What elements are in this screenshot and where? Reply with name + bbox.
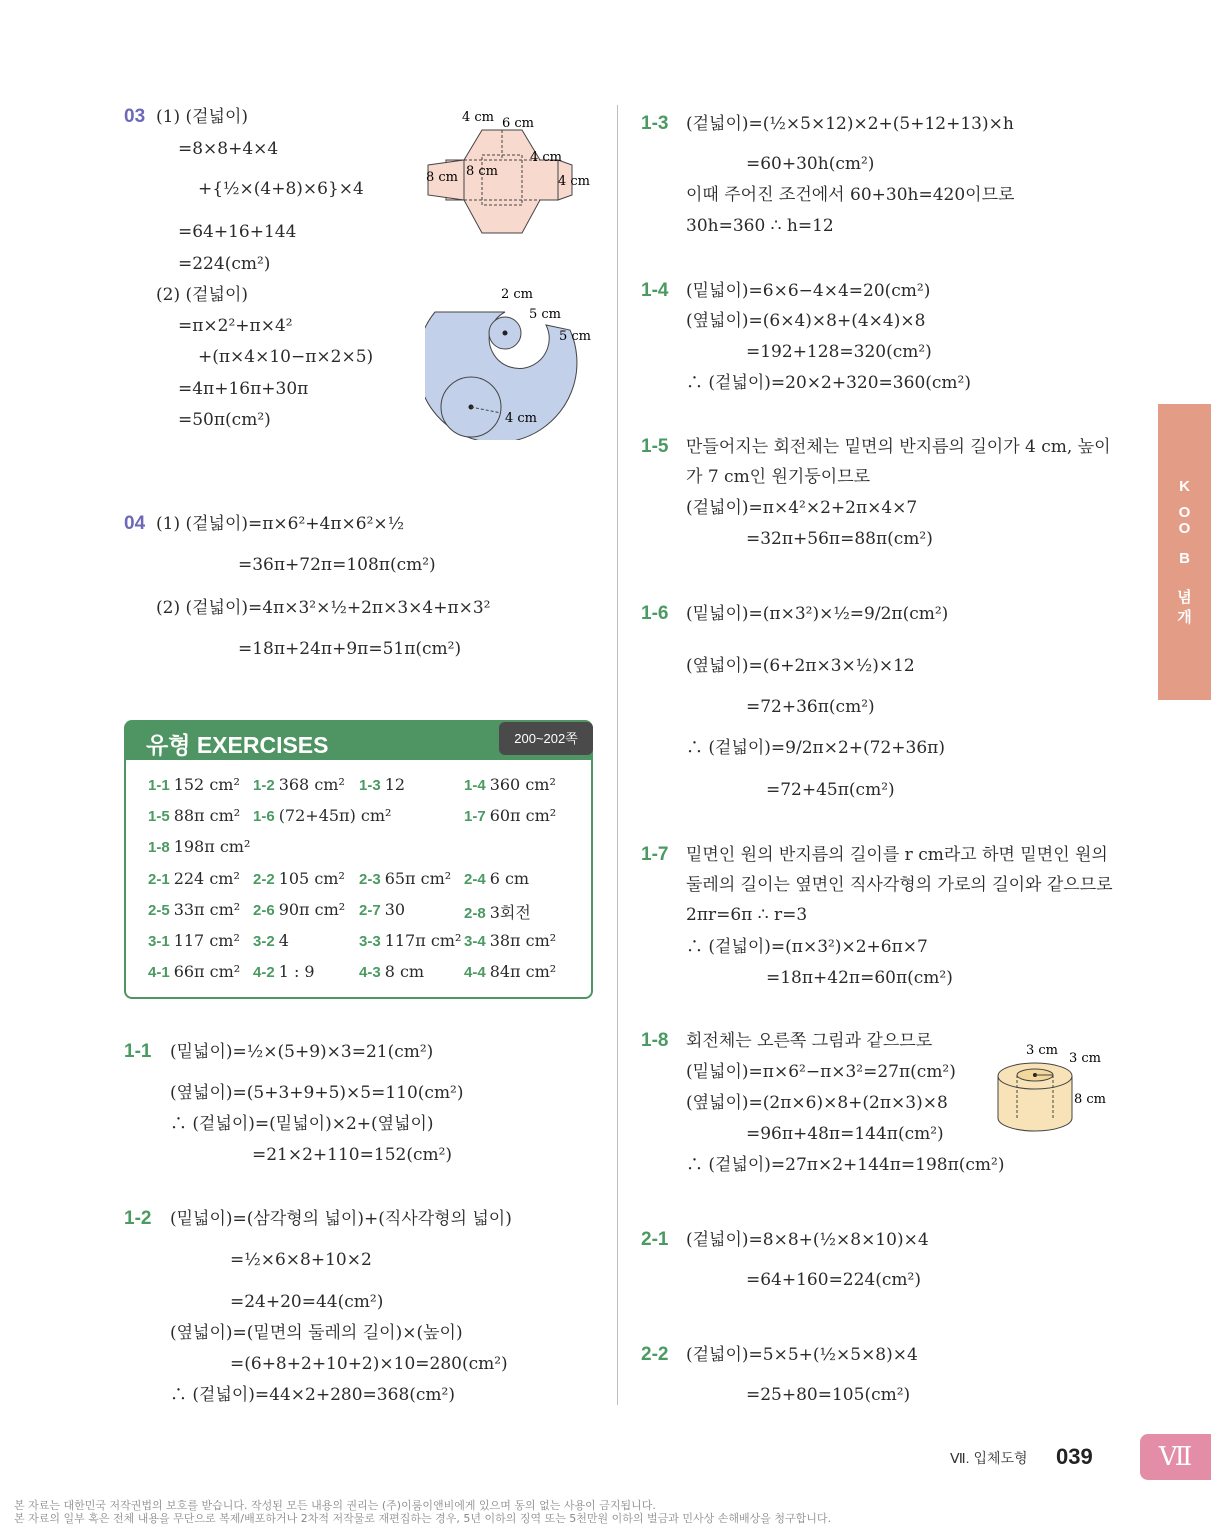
- line: =8×8+4×4: [178, 139, 279, 159]
- label: 8 cm: [1074, 1092, 1107, 1107]
- line: (옆넓이)=(6+2π×3×½)×12: [686, 656, 915, 676]
- line: ∴ (겉넓이)=27π×2+144π=198π(cm²): [686, 1155, 1005, 1175]
- line: =36π+72π=108π(cm²): [238, 555, 436, 575]
- line: (겉넓이)=π×4²×2+2π×4×7: [686, 498, 918, 518]
- copyright-line-2: 본 자료의 일부 혹은 전체 내용을 무단으로 복제/배포하거나 2차적 저작물로 재편집하는 경우, 5년 이하의 징역 또는 5천만원 이하의 벌금과 민사상 손해배상을 청구합니다.: [14, 1512, 832, 1525]
- label: 3 cm: [1069, 1051, 1102, 1066]
- cone-net-figure: [425, 280, 605, 440]
- answer: 2-5 33π cm²: [148, 900, 241, 919]
- label: 4 cm: [530, 150, 563, 165]
- answer: 2-6 90π cm²: [253, 900, 346, 919]
- line: =4π+16π+30π: [178, 379, 309, 399]
- problem-number: 2-2: [641, 1344, 669, 1365]
- label: 3 cm: [1026, 1043, 1059, 1058]
- answer: 2-1 224 cm²: [148, 869, 240, 888]
- problem-number: 1-2: [124, 1208, 152, 1229]
- line: 2πr=6π ∴ r=3: [686, 905, 808, 925]
- answer: 2-7 30: [359, 900, 406, 919]
- tab-char: 념: [1177, 589, 1192, 606]
- line: =½×6×8+10×2: [230, 1250, 372, 1270]
- line: +{½×(4+8)×6}×4: [198, 179, 364, 199]
- line: (1) (겉넓이)=π×6²+4π×6²×½: [156, 514, 405, 534]
- line: =18π+24π+9π=51π(cm²): [238, 639, 462, 659]
- answer: 4-2 1 : 9: [253, 962, 315, 981]
- line: (겉넓이)=(½×5×12)×2+(5+12+13)×h: [686, 114, 1014, 134]
- problem-number: 04: [124, 513, 146, 534]
- tab-char: 개: [1177, 609, 1192, 626]
- line: =96π+48π=144π(cm²): [746, 1124, 944, 1144]
- answer: 1-6 (72+45π) cm²: [253, 806, 392, 825]
- line: 이때 주어진 조건에서 60+30h=420이므로: [686, 185, 1015, 205]
- line: (밑넓이)=(삼각형의 넓이)+(직사각형의 넓이): [170, 1209, 512, 1229]
- problem-number: 1-4: [641, 280, 669, 301]
- line: =18π+42π=60π(cm²): [766, 968, 953, 988]
- line: (밑넓이)=π×6²−π×3²=27π(cm²): [686, 1062, 956, 1082]
- label: 8 cm: [466, 164, 499, 179]
- chapter-tab: Ⅶ: [1140, 1434, 1211, 1480]
- label: 8 cm: [426, 170, 459, 185]
- answer: 4-4 84π cm²: [464, 962, 557, 981]
- line: +(π×4×10−π×2×5): [198, 347, 374, 367]
- answer: 4-3 8 cm: [359, 962, 425, 981]
- line: 30h=360 ∴ h=12: [686, 216, 834, 236]
- line: ∴ (겉넓이)=20×2+320=360(cm²): [686, 373, 971, 393]
- page-number: 039: [1056, 1444, 1093, 1469]
- label: 4 cm: [505, 411, 538, 426]
- line: =21×2+110=152(cm²): [252, 1145, 453, 1165]
- answer: 2-4 6 cm: [464, 869, 530, 888]
- line: =64+16+144: [178, 222, 297, 242]
- line: =24+20=44(cm²): [230, 1292, 384, 1312]
- copyright-line-1: 본 자료는 대한민국 저작권법의 보호를 받습니다. 작성된 모든 내용의 권리는 (주)이룸이앤비에게 있으며 동의 없는 사용이 금지됩니다.: [14, 1499, 656, 1512]
- answer: 2-3 65π cm²: [359, 869, 452, 888]
- answer: 2-2 105 cm²: [253, 869, 345, 888]
- problem-number: 1-6: [641, 603, 669, 624]
- concept-book-tab: [1158, 404, 1211, 700]
- tab-char: B: [1179, 550, 1190, 567]
- answer: 1-3 12: [359, 775, 406, 794]
- label: 5 cm: [559, 329, 592, 344]
- line: ∴ (겉넓이)=44×2+280=368(cm²): [170, 1385, 455, 1405]
- line: (옆넓이)=(2π×6)×8+(2π×3)×8: [686, 1093, 948, 1113]
- line: =72+45π(cm²): [766, 780, 895, 800]
- line: =π×2²+π×4²: [178, 316, 293, 336]
- line: (2) (겉넓이): [156, 285, 249, 305]
- answer: 1-5 88π cm²: [148, 806, 241, 825]
- answer: 1-7 60π cm²: [464, 806, 557, 825]
- exercises-title: 유형 EXERCISES: [146, 732, 329, 758]
- line: (1) (겉넓이): [156, 107, 249, 127]
- answer: 1-8 198π cm²: [148, 837, 251, 856]
- line: ∴ (겉넓이)=9/2π×2+(72+36π): [686, 738, 945, 758]
- line: (2) (겉넓이)=4π×3²×½+2π×3×4+π×3²: [156, 598, 491, 618]
- answer: 3-4 38π cm²: [464, 931, 557, 950]
- line: =72+36π(cm²): [746, 697, 875, 717]
- answer: 1-1 152 cm²: [148, 775, 240, 794]
- label: 4 cm: [462, 110, 495, 125]
- line: 회전체는 오른쪽 그림과 같으므로: [686, 1031, 933, 1051]
- problem-number: 2-1: [641, 1229, 669, 1250]
- tab-char: O: [1178, 504, 1191, 521]
- label: 4 cm: [558, 174, 591, 189]
- line: (밑넓이)=½×(5+9)×3=21(cm²): [170, 1042, 434, 1062]
- line: =192+128=320(cm²): [746, 342, 932, 362]
- line: (옆넓이)=(밑면의 둘레의 길이)×(높이): [170, 1323, 463, 1343]
- problem-number: 1-8: [641, 1030, 669, 1051]
- line: =224(cm²): [178, 254, 271, 274]
- problem-number: 1-3: [641, 113, 669, 134]
- line: 밑면인 원의 반지름의 길이를 r cm라고 하면 밑면인 원의: [686, 845, 1108, 865]
- label: 6 cm: [502, 116, 535, 131]
- line: =64+160=224(cm²): [746, 1270, 921, 1290]
- answer: 3-3 117π cm²: [359, 931, 462, 950]
- line: (옆넓이)=(5+3+9+5)×5=110(cm²): [170, 1083, 464, 1103]
- answer: 4-1 66π cm²: [148, 962, 241, 981]
- problem-number: 1-5: [641, 436, 669, 457]
- label: 5 cm: [529, 307, 562, 322]
- line: (옆넓이)=(6×4)×8+(4×4)×8: [686, 311, 926, 331]
- line: ∴ (겉넓이)=(밑넓이)×2+(옆넓이): [170, 1114, 434, 1134]
- answer: 3-2 4: [253, 931, 289, 950]
- line: 만들어지는 회전체는 밑면의 반지름의 길이가 4 cm, 높이: [686, 437, 1111, 457]
- line: =60+30h(cm²): [746, 154, 875, 174]
- hollow-cylinder-figure: [990, 1038, 1115, 1138]
- line: (겉넓이)=5×5+(½×5×8)×4: [686, 1345, 918, 1365]
- problem-number: 1-1: [124, 1041, 152, 1062]
- answer: 3-1 117 cm²: [148, 931, 240, 950]
- line: 둘레의 길이는 옆면인 직사각형의 가로의 길이와 같으므로: [686, 875, 1113, 895]
- line: =25+80=105(cm²): [746, 1385, 911, 1405]
- answer: 2-8 3회전: [464, 903, 531, 922]
- problem-number: 03: [124, 106, 146, 127]
- exercises-pages: 200~202쪽: [499, 722, 593, 755]
- line: (겉넓이)=8×8+(½×8×10)×4: [686, 1230, 929, 1250]
- chapter-label: Ⅶ. 입체도형: [950, 1450, 1028, 1466]
- line: ∴ (겉넓이)=(π×3²)×2+6π×7: [686, 937, 928, 957]
- label: 2 cm: [501, 287, 534, 302]
- line: =(6+8+2+10+2)×10=280(cm²): [230, 1354, 508, 1374]
- pyramid-net-figure: [420, 105, 600, 240]
- line: (밑넓이)=(π×3²)×½=9/2π(cm²): [686, 604, 949, 624]
- column-divider: [617, 105, 618, 1405]
- line: =50π(cm²): [178, 410, 271, 430]
- answer: 1-2 368 cm²: [253, 775, 345, 794]
- line: =32π+56π=88π(cm²): [746, 529, 933, 549]
- line: 가 7 cm인 원기둥이므로: [686, 467, 871, 487]
- tab-char: K: [1179, 478, 1190, 495]
- tab-char: O: [1178, 520, 1191, 537]
- answer: 1-4 360 cm²: [464, 775, 556, 794]
- problem-number: 1-7: [641, 844, 669, 865]
- line: (밑넓이)=6×6−4×4=20(cm²): [686, 281, 931, 301]
